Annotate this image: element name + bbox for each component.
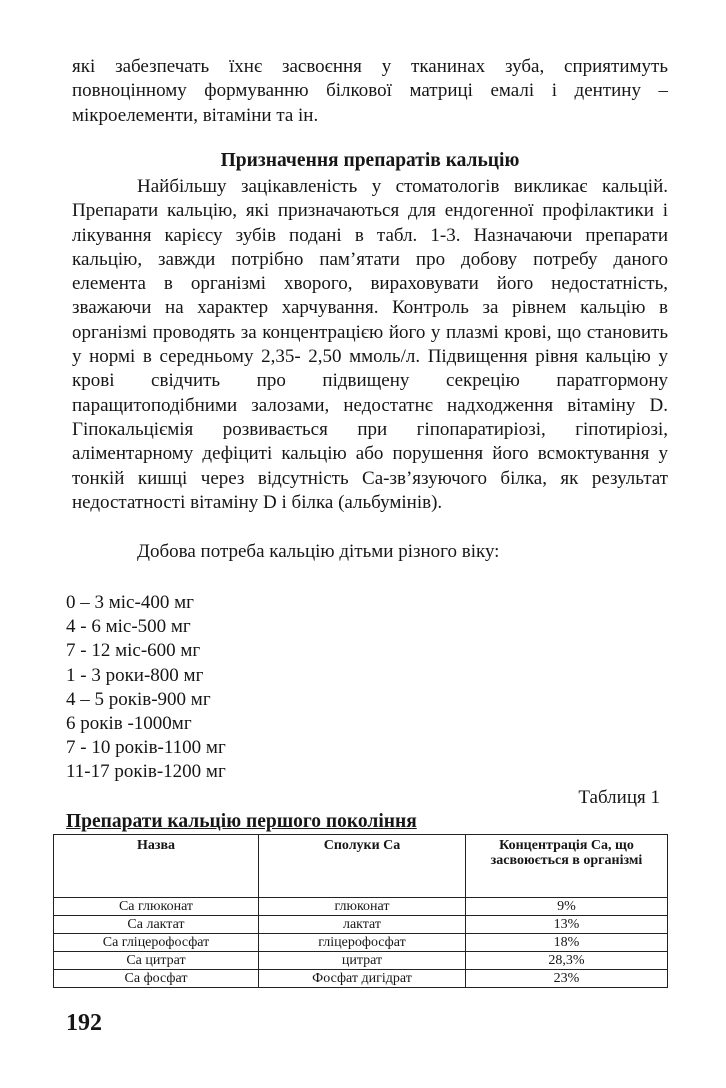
- main-paragraph: Найбільшу зацікавленість у стоматологів викликає кальцій. Препарати кальцію, які призначаються для ендогенної профілактики і лікування карієсу зубів подані в табл. 1-3. Назначаючи препарати кальцію, завжди потрібно пам’ятати про добову потребу даного елемента в організмі хворого, вираховувати його недостатність, зважаючи на характер харчування. Контроль за рівнем кальцію в організмі проводять за концентрацією його у плазмі крові, що становить у нормі в середньому 2,35- 2,50 ммоль/л. Підвищення рівня кальцію у крові свідчить про підвищену секрецію паратгормону паращитоподібними залозами, недостатнє надходження вітаміну D. Гіпокальціємія розвивається при гіпопаратиріозі, гіпотиріозі, аліментарному дефіциті кальцію або порушення його всмоктування у тонкій кишці через відсутність Са-зв’язуючого білка, як результат недостатності вітаміну D і білка (альбумінів).: [72, 176, 668, 513]
- table-cell: 13%: [466, 916, 668, 934]
- table-cell: 23%: [466, 970, 668, 988]
- list-item: 11-17 років-1200 мг: [66, 761, 226, 783]
- list-item: 7 - 10 років-1100 мг: [66, 737, 226, 759]
- intro-paragraph: які забезпечать їхнє засвоєння у тканинах зуба, сприятимуть повноцінному формуванню білкової матриці емалі і дентину – мікроелементи, вітаміни та ін.: [72, 56, 668, 126]
- calcium-preparations-table: [53, 834, 668, 988]
- table-cell: Са гліцерофосфат: [54, 934, 259, 952]
- page-number: 192: [66, 1010, 102, 1036]
- table-row: [54, 970, 668, 988]
- table-cell: 18%: [466, 934, 668, 952]
- list-item: 6 років -1000мг: [66, 713, 192, 735]
- table-cell: Са глюконат: [54, 898, 259, 916]
- table-caption: Таблиця 1: [578, 787, 660, 808]
- list-item: 4 – 5 років-900 мг: [66, 688, 211, 710]
- table-row: [54, 898, 668, 916]
- table-header-cell: Сполуки Са: [259, 835, 466, 898]
- table-title: Препарати кальцію першого покоління: [66, 811, 417, 832]
- table-header-row: [54, 835, 668, 898]
- table-cell: лактат: [259, 916, 466, 934]
- daily-need-intro: Добова потреба кальцію дітьми різного віку:: [137, 541, 500, 562]
- table-cell: цитрат: [259, 952, 466, 970]
- table-cell: гліцерофосфат: [259, 934, 466, 952]
- table-header-cell: Назва: [54, 835, 259, 898]
- list-item: 4 - 6 міс-500 мг: [66, 616, 191, 638]
- list-item: 0 – 3 міс-400 мг: [66, 592, 194, 613]
- table-cell: Са фосфат: [54, 970, 259, 988]
- table-header-cell: Концентрація Са, що засвоюється в організмі: [466, 835, 668, 898]
- section-heading: Призначення препаратів кальцію: [220, 150, 520, 171]
- list-item: 1 - 3 роки-800 мг: [66, 664, 204, 686]
- daily-need-list: [66, 591, 226, 785]
- table-cell: Фосфат дигідрат: [259, 970, 466, 988]
- table-cell: 28,3%: [466, 952, 668, 970]
- table-row: [54, 916, 668, 934]
- table-cell: Са цитрат: [54, 952, 259, 970]
- list-item: 7 - 12 міс-600 мг: [66, 640, 201, 662]
- table-cell: Са лактат: [54, 916, 259, 934]
- table-cell: глюконат: [259, 898, 466, 916]
- table-row: [54, 934, 668, 952]
- table-cell: 9%: [466, 898, 668, 916]
- table-row: [54, 952, 668, 970]
